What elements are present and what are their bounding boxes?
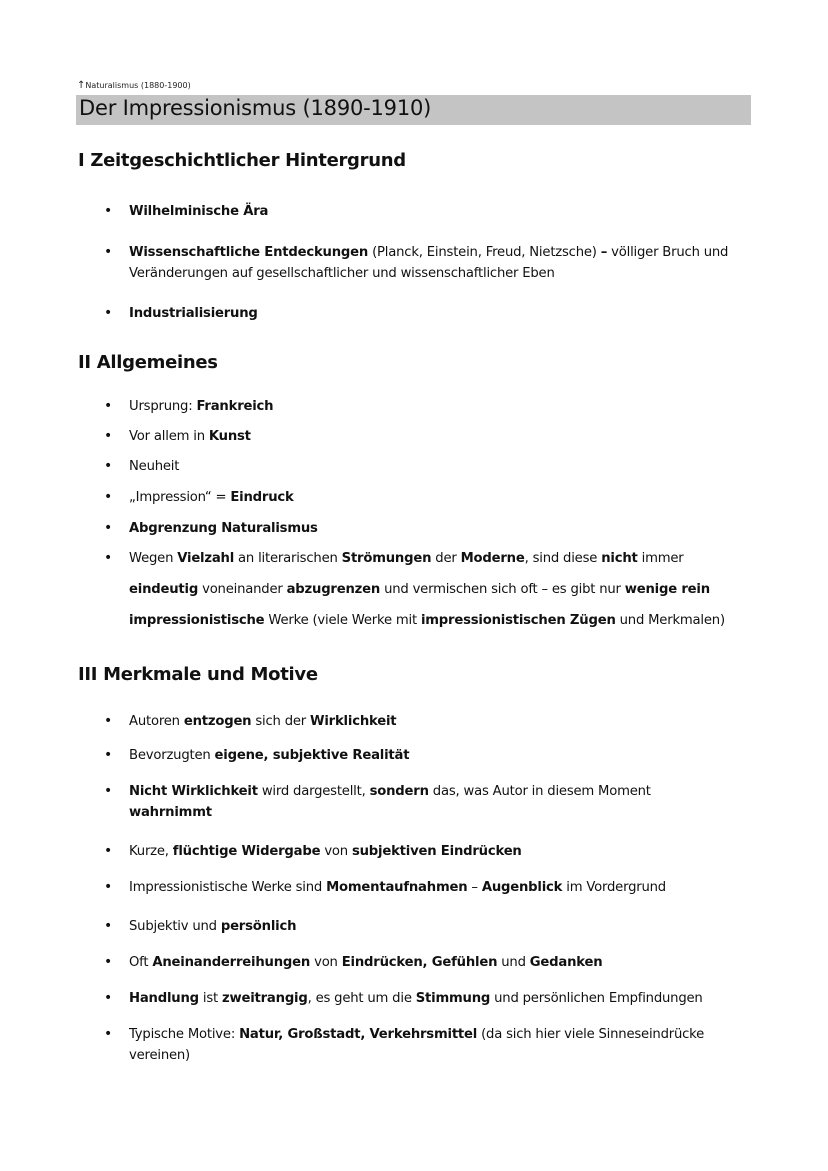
list-item: • Ursprung: Frankreich xyxy=(104,396,754,417)
list-item: • Wegen Vielzahl an literarischen Strömungen der Moderne, sind diese nicht immer eindeutig voneinander abzugrenzen und vermischen sich oft – es gibt nur wenige rein impressionistische Werke (viele Werke mit impressionistischen Zügen und Merkmalen) xyxy=(104,550,725,628)
bullet-icon: • xyxy=(104,747,113,763)
bullet-icon: • xyxy=(104,879,113,895)
bullet-icon: • xyxy=(104,550,113,566)
title-bar xyxy=(76,95,751,125)
list-item: • Typische Motive: Natur, Großstadt, Verkehrsmittel (da sich hier viele Sinneseindrücke vereinen) xyxy=(104,1026,705,1063)
bullet-icon: • xyxy=(104,489,113,505)
list-item: • Handlung ist zweitrangig, es geht um die Stimmung und persönlichen Empfindungen xyxy=(104,988,754,1009)
list-item: • Oft Aneinanderreihungen von Eindrücken, Gefühlen und Gedanken xyxy=(104,952,754,973)
list-item: • Autoren entzogen sich der Wirklichkeit xyxy=(104,711,754,732)
bullet-icon: • xyxy=(104,305,113,321)
list-item: • Kurze, flüchtige Widergabe von subjektiven Eindrücken xyxy=(104,841,754,862)
list-item: • Wissenschaftliche Entdeckungen (Planck, Einstein, Freud, Nietzsche) – völliger Bruch und Veränderungen auf gesellschaftlicher und wissenschaftlicher Eben xyxy=(104,244,729,281)
list-item: • Wilhelminische Ära xyxy=(104,201,754,222)
bullet-icon: • xyxy=(104,954,113,970)
back-link[interactable] xyxy=(77,80,191,91)
bullet-icon: • xyxy=(104,244,113,260)
list-item: • Impressionistische Werke sind Momentaufnahmen – Augenblick im Vordergrund xyxy=(104,877,754,898)
list-item: • Nicht Wirklichkeit wird dargestellt, sondern das, was Autor in diesem Moment wahrnimmt xyxy=(104,783,651,820)
bullet-icon: • xyxy=(104,843,113,859)
bullet-icon: • xyxy=(104,520,113,536)
list-item: • Industrialisierung xyxy=(104,303,754,324)
page-title: Der Impressionismus (1890-1910) xyxy=(79,96,432,120)
list-item: • Abgrenzung Naturalismus xyxy=(104,518,754,539)
list-item: • Bevorzugten eigene, subjektive Realität xyxy=(104,745,754,766)
section-heading-merkmale: III Merkmale und Motive xyxy=(78,664,318,685)
bullet-icon: • xyxy=(104,1026,113,1042)
list-item: • Vor allem in Kunst xyxy=(104,426,754,447)
list-item: • Subjektiv und persönlich xyxy=(104,916,754,937)
bullet-icon: • xyxy=(104,458,113,474)
list-item: • „Impression“ = Eindruck xyxy=(104,487,754,508)
bullet-icon: • xyxy=(104,713,113,729)
bullet-icon: • xyxy=(104,203,113,219)
bullet-icon: • xyxy=(104,990,113,1006)
section-heading-allgemeines: II Allgemeines xyxy=(78,352,218,373)
list-item: • Neuheit xyxy=(104,456,754,477)
section-heading-hintergrund: I Zeitgeschichtlicher Hintergrund xyxy=(78,150,406,171)
bullet-icon: • xyxy=(104,783,113,799)
back-link-label: Naturalismus (1880-1900) xyxy=(85,81,191,90)
bullet-icon: • xyxy=(104,918,113,934)
up-arrow-icon: ↑ xyxy=(77,80,86,91)
bullet-icon: • xyxy=(104,398,113,414)
bullet-icon: • xyxy=(104,428,113,444)
